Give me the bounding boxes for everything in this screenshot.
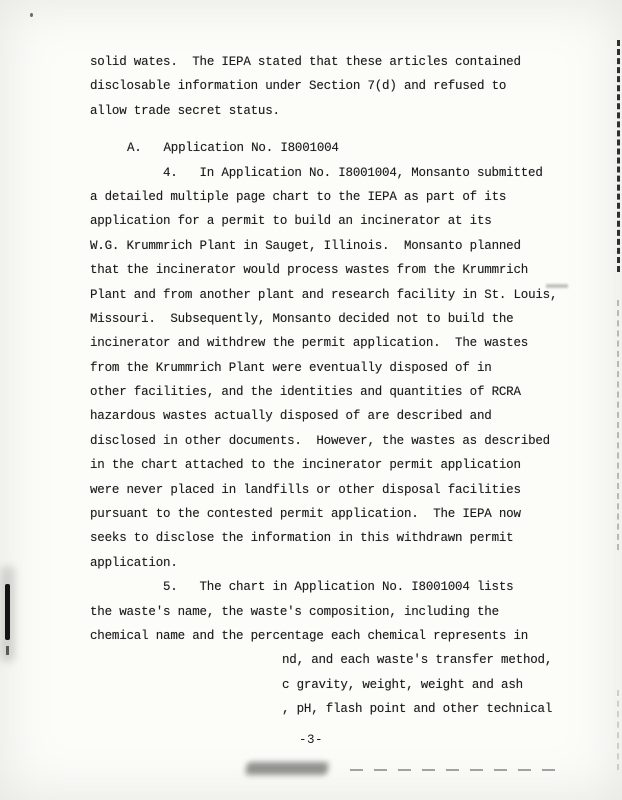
scan-artifact-left-smudge	[0, 566, 15, 662]
document-line: application.	[90, 555, 178, 570]
document-line: from the Krummrich Plant were eventually disposed of in	[90, 360, 492, 375]
scan-artifact-right-dashed-line-top	[617, 40, 620, 272]
document-line: allow trade secret status.	[90, 103, 280, 118]
document-line: that the incinerator would process wastes from the Krummrich	[90, 263, 529, 278]
document-line: were never placed in landfills or other disposal facilities	[90, 482, 521, 497]
scan-artifact-left-ink-tick	[6, 646, 9, 655]
document-line: application for a permit to build an incinerator at its	[90, 214, 492, 229]
scan-artifact-right-dashed-line-mid	[617, 300, 619, 550]
document-line: a detailed multiple page chart to the IEPA as part of its	[90, 189, 507, 204]
document-line: disclosed in other documents. However, the wastes as described	[90, 433, 550, 448]
scan-artifact-bottom-blur	[245, 762, 329, 775]
document-body	[90, 50, 580, 722]
document-line: hazardous wastes actually disposed of are described and	[90, 409, 492, 424]
document-line: in the chart attached to the incinerator permit application	[90, 458, 521, 473]
document-line: incinerator and withdrew the permit application. The wastes	[90, 336, 529, 351]
document-line: other facilities, and the identities and quantities of RCRA	[90, 385, 521, 400]
scan-artifact-top-left-dot	[30, 13, 33, 17]
scan-artifact-bottom-dashes	[350, 769, 560, 771]
document-line: c gravity, weight, weight and ash	[282, 677, 523, 692]
document-line: chemical name and the percentage each chemical represents in	[90, 628, 529, 643]
document-line: 4. In Application No. I8001004, Monsanto submitted	[163, 165, 543, 180]
page-number: -3-	[298, 733, 323, 747]
document-line: A. Application No. I8001004	[127, 141, 339, 156]
scan-artifact-left-ink-mark	[5, 584, 10, 640]
document-line: , pH, flash point and other technical	[282, 702, 553, 717]
document-line: nd, and each waste's transfer method,	[282, 653, 553, 668]
document-line: disclosable information under Section 7(d) and refused to	[90, 79, 507, 94]
document-line: pursuant to the contested permit application. The IEPA now	[90, 507, 521, 522]
document-line: Missouri. Subsequently, Monsanto decided not to build the	[90, 311, 514, 326]
document-line: seeks to disclose the information in this withdrawn permit	[90, 531, 514, 546]
document-line: solid wates. The IEPA stated that these articles contained	[90, 55, 521, 69]
document-line: W.G. Krummrich Plant in Sauget, Illinois. Monsanto planned	[90, 238, 521, 253]
scan-artifact-right-dashed-line-bottom	[617, 690, 619, 770]
document-line: 5. The chart in Application No. I8001004 lists	[163, 580, 514, 595]
document-line: Plant and from another plant and research facility in St. Louis,	[90, 287, 558, 302]
document-line: the waste's name, the waste's composition, including the	[90, 604, 499, 619]
